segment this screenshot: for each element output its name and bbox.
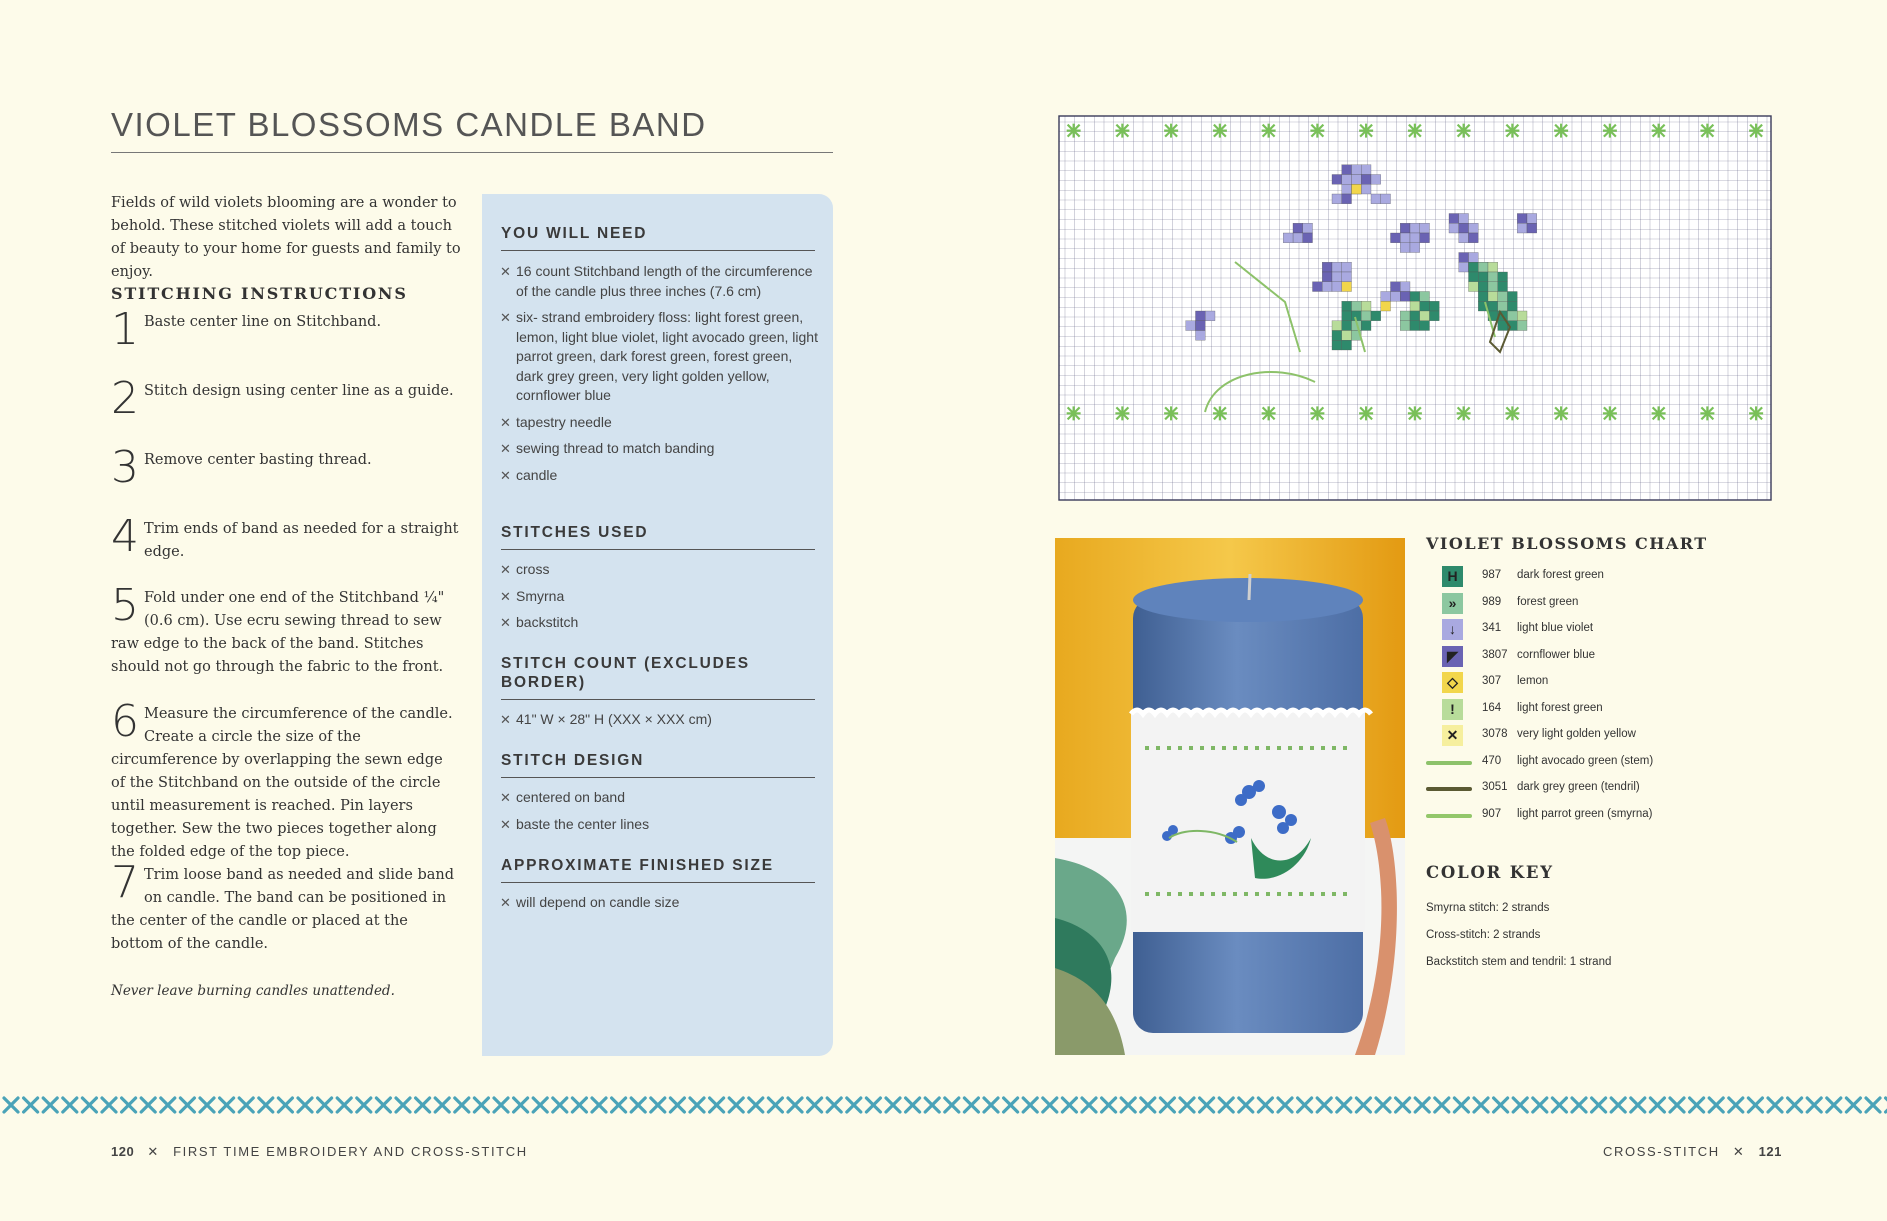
- cross-stitch-border: [0, 1094, 1887, 1116]
- finished-size-list: [500, 893, 820, 920]
- floss-swatch-icon: ◤: [1442, 646, 1463, 667]
- cross-icon: ✕: [147, 1144, 160, 1159]
- cross-bullet-icon: ✕: [500, 441, 511, 456]
- instruction-step: [111, 373, 461, 424]
- floss-swatch-icon: ◇: [1442, 672, 1463, 693]
- step-text: Baste center line on Stitchband.: [144, 314, 382, 330]
- list-item: ✕ candle: [500, 466, 820, 486]
- book-title: FIRST TIME EMBROIDERY AND CROSS-STITCH: [173, 1144, 528, 1159]
- legend-row: 470 light avocado green (stem): [1426, 752, 1726, 772]
- list-item: ✕ sewing thread to match banding: [500, 439, 820, 459]
- list-item: ✕ Smyrna: [500, 587, 820, 607]
- instruction-step: [111, 304, 461, 355]
- page-number-left: 120: [111, 1144, 135, 1159]
- legend-row: ◤ 3807 cornflower blue: [1426, 646, 1726, 666]
- footer-right: [1603, 1144, 1782, 1160]
- page-title: VIOLET BLOSSOMS CANDLE BAND: [111, 106, 833, 153]
- color-key-heading: COLOR KEY: [1426, 863, 1554, 882]
- legend-row: » 989 forest green: [1426, 593, 1726, 613]
- list-item: ✕ 16 count Stitchband length of the circumference of the candle plus three inches (7.6 cm): [500, 263, 813, 299]
- list-item: ✕ centered on band: [500, 788, 820, 808]
- stitch-count-list: [500, 710, 820, 737]
- instruction-step: [111, 696, 461, 864]
- step-number: 5: [111, 580, 139, 631]
- section-heading: STITCHES USED: [501, 523, 815, 550]
- step-number: 6: [111, 696, 139, 747]
- legend-row: H 987 dark forest green: [1426, 566, 1726, 586]
- section-heading: APPROXIMATE FINISHED SIZE: [501, 856, 815, 883]
- floss-swatch-icon: !: [1442, 699, 1463, 720]
- step-number: 4: [111, 511, 139, 562]
- instruction-step: [111, 580, 461, 679]
- list-item: ✕ baste the center lines: [500, 815, 820, 835]
- step-text: Trim ends of band as needed for a straight edge.: [144, 521, 459, 560]
- legend-row: ✕ 3078 very light golden yellow: [1426, 725, 1726, 745]
- cross-bullet-icon: ✕: [500, 615, 511, 630]
- stitch-design-list: [500, 788, 820, 841]
- cross-bullet-icon: ✕: [500, 895, 511, 910]
- list-item: ✕ six- strand embroidery floss: light forest green, lemon, light blue violet, light avocado green, light parrot green, dark forest green, forest green, dark grey green, very light golden yellow, cornflower blue: [500, 309, 818, 403]
- footer-left: [111, 1144, 528, 1160]
- cross-bullet-icon: ✕: [500, 588, 511, 604]
- instruction-step: [111, 857, 461, 956]
- chart-heading: VIOLET BLOSSOMS CHART: [1426, 534, 1708, 553]
- section-heading: YOU WILL NEED: [501, 224, 815, 251]
- color-key-line: Cross-stitch: 2 strands: [1426, 929, 1541, 941]
- step-text: Fold under one end of the Stitchband ¼" (0.6 cm). Use ecru sewing thread to sew raw edge to the back of the band. Stitches should not go through the fabric to the front.: [111, 590, 445, 675]
- instruction-step: [111, 511, 461, 564]
- section-heading: STITCH DESIGN: [501, 751, 815, 778]
- floss-swatch-icon: »: [1442, 593, 1463, 614]
- list-item: ✕ cross: [500, 560, 820, 580]
- instructions-heading: STITCHING INSTRUCTIONS: [111, 284, 408, 303]
- materials-list: [500, 262, 820, 492]
- floss-line-icon: [1426, 761, 1472, 765]
- color-key-line: Backstitch stem and tendril: 1 strand: [1426, 956, 1612, 968]
- cross-bullet-icon: ✕: [500, 816, 511, 832]
- step-text: Remove center basting thread.: [144, 452, 372, 468]
- legend-row: ! 164 light forest green: [1426, 699, 1726, 719]
- legend-row: ↓ 341 light blue violet: [1426, 619, 1726, 639]
- page-number-right: 121: [1758, 1144, 1782, 1159]
- section-heading: STITCH COUNT (EXCLUDES BORDER): [501, 654, 815, 700]
- cross-bullet-icon: ✕: [500, 414, 511, 430]
- cross-bullet-icon: ✕: [500, 467, 511, 483]
- floss-swatch-icon: ✕: [1442, 725, 1463, 746]
- color-key-line: Smyrna stitch: 2 strands: [1426, 902, 1550, 914]
- list-item: ✕ 41" W × 28" H (XXX × XXX cm): [500, 710, 820, 730]
- list-item: ✕ will depend on candle size: [500, 893, 820, 913]
- instruction-step: [111, 442, 461, 493]
- list-item: ✕ tapestry needle: [500, 413, 820, 433]
- step-number: 2: [111, 373, 139, 424]
- candle-photo: [1055, 538, 1405, 1055]
- cross-stitch-chart: [1055, 112, 1775, 504]
- step-text: Trim loose band as needed and slide band on candle. The band can be positioned in the center of the candle or placed at the bottom of the candle.: [111, 867, 455, 952]
- step-text: Stitch design using center line as a guide.: [144, 383, 454, 399]
- floss-swatch-icon: H: [1442, 566, 1463, 587]
- cross-bullet-icon: ✕: [500, 712, 511, 727]
- legend-row: 3051 dark grey green (tendril): [1426, 778, 1726, 798]
- legend-row: ◇ 307 lemon: [1426, 672, 1726, 692]
- step-number: 3: [111, 442, 139, 493]
- cross-bullet-icon: ✕: [500, 562, 511, 577]
- cross-bullet-icon: ✕: [500, 264, 511, 279]
- safety-note: Never leave burning candles unattended.: [111, 983, 395, 999]
- floss-swatch-icon: ↓: [1442, 619, 1463, 640]
- step-text: Measure the circumference of the candle. Create a circle the size of the circumference by overlapping the sewn edge of the Stitchband on the outside of the circle until measurement is reached. Pin layers together. Sew the two pieces together along the folded edge of the top piece.: [111, 706, 453, 860]
- list-item: ✕ backstitch: [500, 613, 820, 633]
- cross-icon: ✕: [1732, 1144, 1746, 1159]
- step-number: 1: [111, 304, 139, 355]
- cross-bullet-icon: ✕: [500, 790, 511, 805]
- intro-paragraph: Fields of wild violets blooming are a wonder to behold. These stitched violets will add a touch of beauty to your home for guests and family to enjoy.: [111, 195, 461, 280]
- floss-line-icon: [1426, 814, 1472, 818]
- legend-row: 907 light parrot green (smyrna): [1426, 805, 1726, 825]
- chapter-title: CROSS-STITCH: [1603, 1144, 1720, 1159]
- stitches-list: [500, 560, 820, 640]
- step-number: 7: [111, 857, 139, 908]
- floss-line-icon: [1426, 787, 1472, 791]
- cross-bullet-icon: ✕: [500, 310, 511, 325]
